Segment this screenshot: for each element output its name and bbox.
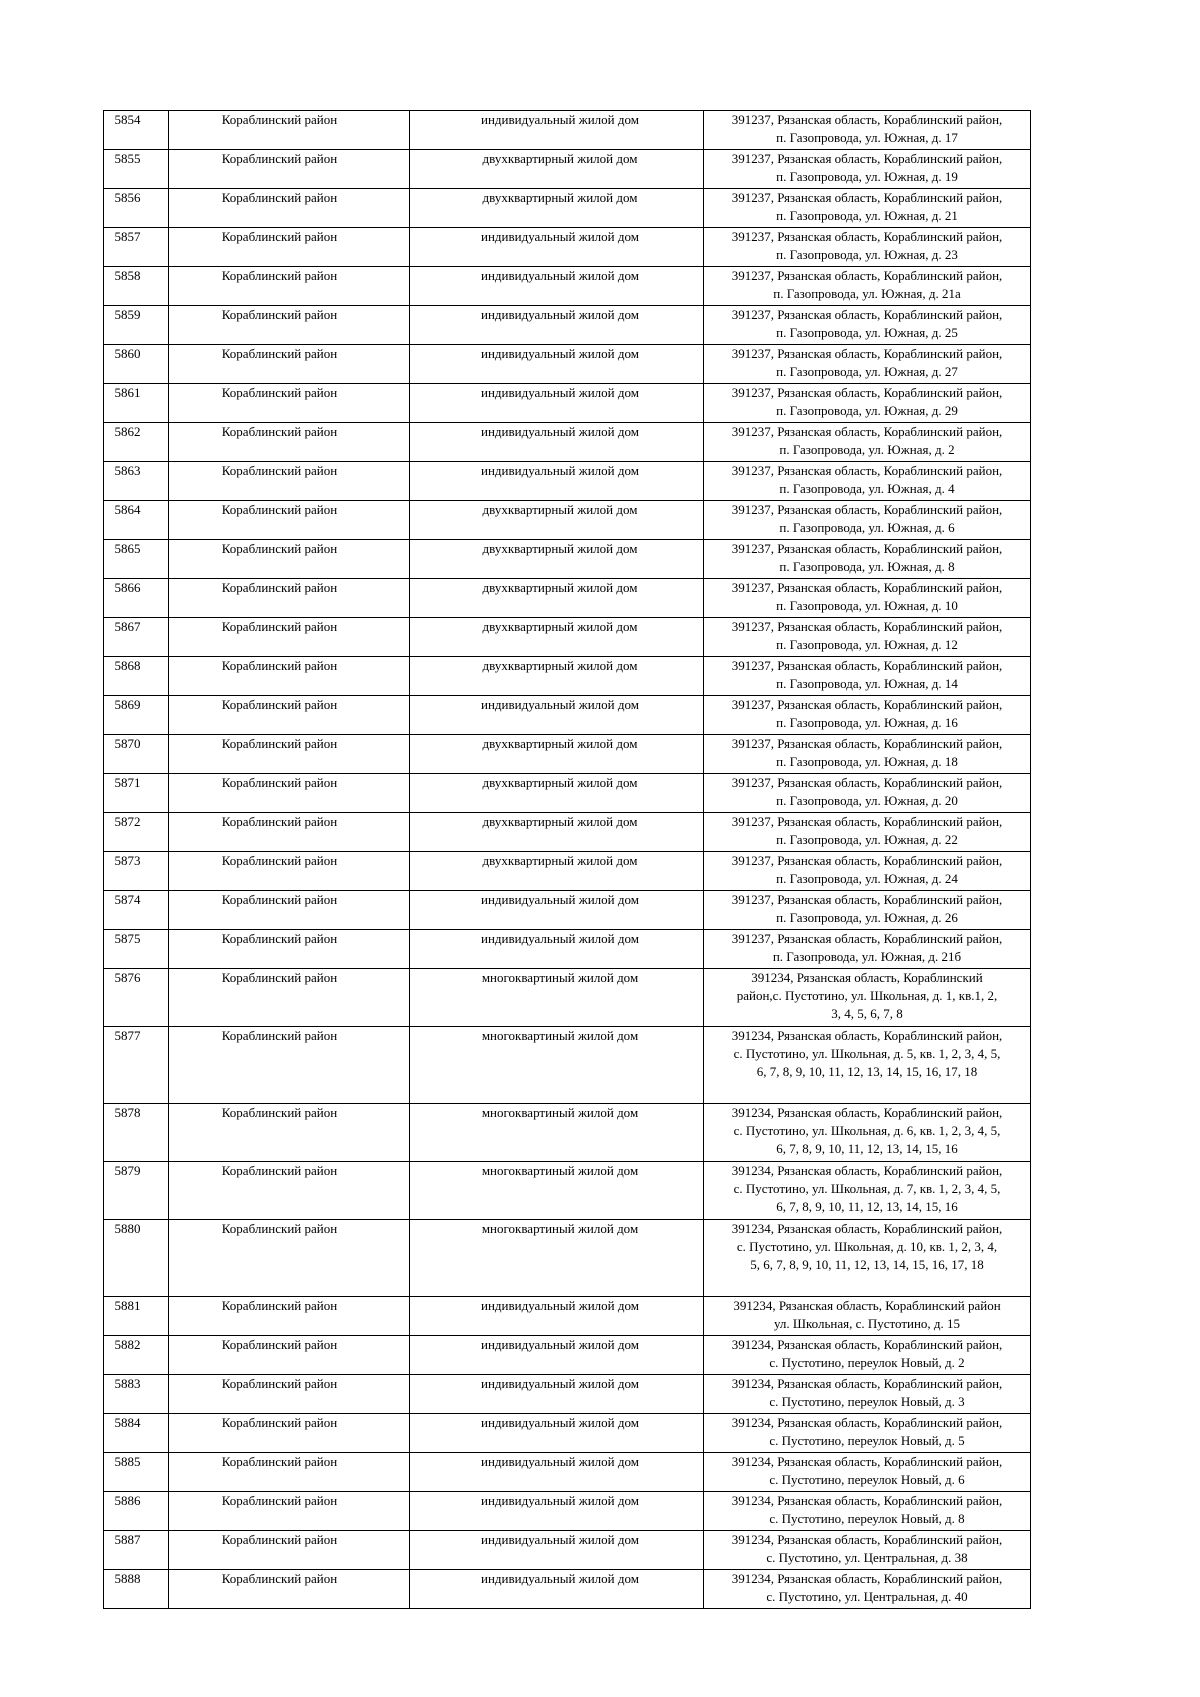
building-type-cell: индивидуальный жилой дом [410, 1297, 704, 1336]
district-cell: Кораблинский район [169, 540, 410, 579]
address-cell [704, 1336, 1031, 1375]
building-type-cell: индивидуальный жилой дом [410, 345, 704, 384]
address-line: п. Газопровода, ул. Южная, д. 25 [776, 325, 958, 340]
address-line: с. Пустотино, переулок Новый, д. 2 [769, 1355, 965, 1370]
table-row [104, 1220, 1031, 1297]
address-cell [704, 1492, 1031, 1531]
row-number-cell: 5866 [104, 579, 169, 618]
address-line: 391237, Рязанская область, Кораблинский район, [731, 151, 1003, 166]
address-line: с. Пустотино, ул. Школьная, д. 10, кв. 1, 2, 3, 4, [736, 1239, 998, 1254]
address-line: п. Газопровода, ул. Южная, д. 12 [776, 637, 958, 652]
building-type-cell: индивидуальный жилой дом [410, 1375, 704, 1414]
address-line: 391237, Рязанская область, Кораблинский район, [731, 580, 1003, 595]
address-line: 391237, Рязанская область, Кораблинский район, [731, 775, 1003, 790]
building-type-cell: двухквартирный жилой дом [410, 150, 704, 189]
building-type-cell: индивидуальный жилой дом [410, 1414, 704, 1453]
address-line: 391234, Рязанская область, Кораблинский район, [731, 1028, 1003, 1043]
address-line: п. Газопровода, ул. Южная, д. 4 [779, 481, 955, 496]
address-cell [704, 384, 1031, 423]
table-row [104, 501, 1031, 540]
district-cell: Кораблинский район [169, 1375, 410, 1414]
building-type-cell: многоквартиный жилой дом [410, 1027, 704, 1104]
address-line: 391237, Рязанская область, Кораблинский район, [731, 190, 1003, 205]
table-row [104, 1414, 1031, 1453]
table-row [104, 345, 1031, 384]
building-type-cell: индивидуальный жилой дом [410, 1453, 704, 1492]
address-cell [704, 189, 1031, 228]
address-line: 391234, Рязанская область, Кораблинский район, [731, 1571, 1003, 1586]
row-number-cell: 5868 [104, 657, 169, 696]
row-number-cell: 5869 [104, 696, 169, 735]
table-row [104, 267, 1031, 306]
row-number-cell: 5861 [104, 384, 169, 423]
district-cell: Кораблинский район [169, 462, 410, 501]
district-cell: Кораблинский район [169, 852, 410, 891]
building-type-cell: индивидуальный жилой дом [410, 462, 704, 501]
address-line: район,с. Пустотино, ул. Школьная, д. 1, кв.1, 2, [736, 988, 998, 1003]
address-line: 391234, Рязанская область, Кораблинский район, [731, 1415, 1003, 1430]
address-line: п. Газопровода, ул. Южная, д. 2 [779, 442, 955, 457]
building-type-cell: двухквартирный жилой дом [410, 540, 704, 579]
district-cell: Кораблинский район [169, 1570, 410, 1609]
address-line: 391237, Рязанская область, Кораблинский район, [731, 307, 1003, 322]
address-line: п. Газопровода, ул. Южная, д. 27 [776, 364, 958, 379]
table-row [104, 696, 1031, 735]
address-line: 5, 6, 7, 8, 9, 10, 11, 12, 13, 14, 15, 16, 17, 18 [750, 1257, 984, 1272]
district-cell: Кораблинский район [169, 618, 410, 657]
address-line: 391237, Рязанская область, Кораблинский район, [731, 229, 1003, 244]
table-row [104, 228, 1031, 267]
table-row [104, 657, 1031, 696]
address-cell [704, 657, 1031, 696]
address-cell [704, 1297, 1031, 1336]
address-cell [704, 930, 1031, 969]
address-line: с. Пустотино, ул. Школьная, д. 6, кв. 1, 2, 3, 4, 5, [733, 1123, 1001, 1138]
building-type-cell: двухквартирный жилой дом [410, 618, 704, 657]
address-line: п. Газопровода, ул. Южная, д. 10 [776, 598, 958, 613]
address-cell [704, 852, 1031, 891]
address-cell [704, 735, 1031, 774]
address-line: 391234, Рязанская область, Кораблинский район, [731, 1105, 1003, 1120]
address-line: п. Газопровода, ул. Южная, д. 19 [776, 169, 958, 184]
district-cell: Кораблинский район [169, 150, 410, 189]
row-number-cell: 5860 [104, 345, 169, 384]
address-line: 6, 7, 8, 9, 10, 11, 12, 13, 14, 15, 16 [776, 1141, 958, 1156]
address-line: п. Газопровода, ул. Южная, д. 18 [776, 754, 958, 769]
building-type-cell: индивидуальный жилой дом [410, 1570, 704, 1609]
row-number-cell: 5880 [104, 1220, 169, 1297]
property-table [103, 110, 1031, 1609]
table-row [104, 1162, 1031, 1220]
address-cell [704, 696, 1031, 735]
address-line: 391237, Рязанская область, Кораблинский район, [731, 892, 1003, 907]
district-cell: Кораблинский район [169, 1297, 410, 1336]
row-number-cell: 5874 [104, 891, 169, 930]
row-number-cell: 5857 [104, 228, 169, 267]
address-line: 391237, Рязанская область, Кораблинский район, [731, 697, 1003, 712]
address-cell [704, 1414, 1031, 1453]
district-cell: Кораблинский район [169, 1162, 410, 1220]
address-line: 391237, Рязанская область, Кораблинский район, [731, 268, 1003, 283]
address-cell [704, 306, 1031, 345]
building-type-cell: многоквартиный жилой дом [410, 1104, 704, 1162]
address-cell [704, 1453, 1031, 1492]
district-cell: Кораблинский район [169, 1414, 410, 1453]
building-type-cell: двухквартирный жилой дом [410, 813, 704, 852]
row-number-cell: 5854 [104, 111, 169, 150]
row-number-cell: 5882 [104, 1336, 169, 1375]
table-row [104, 813, 1031, 852]
table-row [104, 735, 1031, 774]
row-number-cell: 5883 [104, 1375, 169, 1414]
building-type-cell: индивидуальный жилой дом [410, 423, 704, 462]
address-line: п. Газопровода, ул. Южная, д. 21а [773, 286, 961, 301]
district-cell: Кораблинский район [169, 1027, 410, 1104]
row-number-cell: 5887 [104, 1531, 169, 1570]
row-number-cell: 5856 [104, 189, 169, 228]
row-number-cell: 5873 [104, 852, 169, 891]
building-type-cell: двухквартирный жилой дом [410, 657, 704, 696]
address-cell [704, 462, 1031, 501]
row-number-cell: 5875 [104, 930, 169, 969]
row-number-cell: 5884 [104, 1414, 169, 1453]
row-number-cell: 5878 [104, 1104, 169, 1162]
address-line: 391234, Рязанская область, Кораблинский район, [731, 1532, 1003, 1547]
address-line: 391237, Рязанская область, Кораблинский район, [731, 814, 1003, 829]
building-type-cell: индивидуальный жилой дом [410, 1336, 704, 1375]
address-line: 391237, Рязанская область, Кораблинский район, [731, 346, 1003, 361]
address-line: п. Газопровода, ул. Южная, д. 20 [776, 793, 958, 808]
address-line: с. Пустотино, ул. Школьная, д. 5, кв. 1, 2, 3, 4, 5, [733, 1046, 1001, 1061]
table-row [104, 1453, 1031, 1492]
table-row [104, 618, 1031, 657]
district-cell: Кораблинский район [169, 813, 410, 852]
address-line: п. Газопровода, ул. Южная, д. 6 [779, 520, 955, 535]
address-line: с. Пустотино, переулок Новый, д. 5 [769, 1433, 965, 1448]
address-cell [704, 1104, 1031, 1162]
table-row [104, 540, 1031, 579]
table-row [104, 852, 1031, 891]
address-line: 391237, Рязанская область, Кораблинский район, [731, 463, 1003, 478]
address-line: 391237, Рязанская область, Кораблинский район, [731, 853, 1003, 868]
district-cell: Кораблинский район [169, 1336, 410, 1375]
table-row [104, 423, 1031, 462]
building-type-cell: двухквартирный жилой дом [410, 579, 704, 618]
table-row [104, 891, 1031, 930]
address-line: 391237, Рязанская область, Кораблинский район, [731, 931, 1003, 946]
row-number-cell: 5870 [104, 735, 169, 774]
building-type-cell: двухквартирный жилой дом [410, 852, 704, 891]
row-number-cell: 5863 [104, 462, 169, 501]
address-line: 6, 7, 8, 9, 10, 11, 12, 13, 14, 15, 16 [776, 1199, 958, 1214]
table-row [104, 930, 1031, 969]
row-number-cell: 5865 [104, 540, 169, 579]
address-line: п. Газопровода, ул. Южная, д. 16 [776, 715, 958, 730]
address-line: с. Пустотино, переулок Новый, д. 8 [769, 1511, 965, 1526]
district-cell: Кораблинский район [169, 696, 410, 735]
address-cell [704, 891, 1031, 930]
address-line: 391237, Рязанская область, Кораблинский район, [731, 658, 1003, 673]
row-number-cell: 5885 [104, 1453, 169, 1492]
row-number-cell: 5881 [104, 1297, 169, 1336]
address-line: 391234, Рязанская область, Кораблинский [751, 970, 983, 985]
row-number-cell: 5867 [104, 618, 169, 657]
address-line: 391234, Рязанская область, Кораблинский район [733, 1298, 1001, 1313]
address-cell [704, 774, 1031, 813]
address-line: 391234, Рязанская область, Кораблинский район, [731, 1221, 1003, 1236]
address-cell [704, 1531, 1031, 1570]
address-line: п. Газопровода, ул. Южная, д. 21б [772, 949, 962, 964]
row-number-cell: 5855 [104, 150, 169, 189]
building-type-cell: индивидуальный жилой дом [410, 267, 704, 306]
table-row [104, 189, 1031, 228]
address-line: п. Газопровода, ул. Южная, д. 22 [776, 832, 958, 847]
address-line: п. Газопровода, ул. Южная, д. 29 [776, 403, 958, 418]
district-cell: Кораблинский район [169, 1220, 410, 1297]
table-row [104, 1531, 1031, 1570]
building-type-cell: двухквартирный жилой дом [410, 735, 704, 774]
district-cell: Кораблинский район [169, 111, 410, 150]
address-line: п. Газопровода, ул. Южная, д. 24 [776, 871, 958, 886]
district-cell: Кораблинский район [169, 1104, 410, 1162]
building-type-cell: индивидуальный жилой дом [410, 1492, 704, 1531]
row-number-cell: 5886 [104, 1492, 169, 1531]
address-line: 391234, Рязанская область, Кораблинский район, [731, 1454, 1003, 1469]
address-line: 391234, Рязанская область, Кораблинский район, [731, 1376, 1003, 1391]
building-type-cell: индивидуальный жилой дом [410, 891, 704, 930]
row-number-cell: 5859 [104, 306, 169, 345]
district-cell: Кораблинский район [169, 969, 410, 1027]
table-row [104, 150, 1031, 189]
district-cell: Кораблинский район [169, 735, 410, 774]
district-cell: Кораблинский район [169, 384, 410, 423]
table-row [104, 384, 1031, 423]
district-cell: Кораблинский район [169, 501, 410, 540]
district-cell: Кораблинский район [169, 657, 410, 696]
building-type-cell: индивидуальный жилой дом [410, 306, 704, 345]
address-line: 6, 7, 8, 9, 10, 11, 12, 13, 14, 15, 16, 17, 18 [756, 1064, 978, 1079]
district-cell: Кораблинский район [169, 345, 410, 384]
building-type-cell: многоквартиный жилой дом [410, 1220, 704, 1297]
district-cell: Кораблинский район [169, 189, 410, 228]
address-cell [704, 423, 1031, 462]
address-line: 391237, Рязанская область, Кораблинский район, [731, 541, 1003, 556]
district-cell: Кораблинский район [169, 423, 410, 462]
row-number-cell: 5864 [104, 501, 169, 540]
table-row [104, 1336, 1031, 1375]
address-cell [704, 150, 1031, 189]
address-line: с. Пустотино, ул. Центральная, д. 38 [766, 1550, 968, 1565]
table-row [104, 462, 1031, 501]
building-type-cell: индивидуальный жилой дом [410, 384, 704, 423]
address-line: с. Пустотино, ул. Центральная, д. 40 [766, 1589, 968, 1604]
table-row [104, 969, 1031, 1027]
address-line: п. Газопровода, ул. Южная, д. 8 [779, 559, 955, 574]
address-cell [704, 1570, 1031, 1609]
address-cell [704, 1027, 1031, 1104]
table-row [104, 1570, 1031, 1609]
address-cell [704, 618, 1031, 657]
row-number-cell: 5871 [104, 774, 169, 813]
address-line: 391237, Рязанская область, Кораблинский район, [731, 502, 1003, 517]
address-line: п. Газопровода, ул. Южная, д. 14 [776, 676, 958, 691]
district-cell: Кораблинский район [169, 774, 410, 813]
address-line: п. Газопровода, ул. Южная, д. 17 [776, 130, 958, 145]
table-row [104, 1492, 1031, 1531]
address-line: 391237, Рязанская область, Кораблинский район, [731, 619, 1003, 634]
building-type-cell: многоквартиный жилой дом [410, 1162, 704, 1220]
table-row [104, 579, 1031, 618]
address-cell [704, 579, 1031, 618]
table-row [104, 1027, 1031, 1104]
address-line: ул. Школьная, с. Пустотино, д. 15 [773, 1316, 961, 1331]
row-number-cell: 5879 [104, 1162, 169, 1220]
row-number-cell: 5877 [104, 1027, 169, 1104]
district-cell: Кораблинский район [169, 930, 410, 969]
building-type-cell: индивидуальный жилой дом [410, 930, 704, 969]
building-type-cell: двухквартирный жилой дом [410, 774, 704, 813]
address-line: п. Газопровода, ул. Южная, д. 21 [776, 208, 958, 223]
district-cell: Кораблинский район [169, 579, 410, 618]
address-cell [704, 1220, 1031, 1297]
building-type-cell: многоквартиный жилой дом [410, 969, 704, 1027]
row-number-cell: 5888 [104, 1570, 169, 1609]
building-type-cell: индивидуальный жилой дом [410, 1531, 704, 1570]
address-line: с. Пустотино, переулок Новый, д. 6 [769, 1472, 965, 1487]
address-cell [704, 969, 1031, 1027]
address-cell [704, 813, 1031, 852]
address-cell [704, 111, 1031, 150]
row-number-cell: 5876 [104, 969, 169, 1027]
address-cell [704, 228, 1031, 267]
district-cell: Кораблинский район [169, 306, 410, 345]
address-line: 391234, Рязанская область, Кораблинский район, [731, 1337, 1003, 1352]
address-line: с. Пустотино, ул. Школьная, д. 7, кв. 1, 2, 3, 4, 5, [733, 1181, 1001, 1196]
address-cell [704, 540, 1031, 579]
address-cell [704, 1375, 1031, 1414]
address-cell [704, 501, 1031, 540]
district-cell: Кораблинский район [169, 267, 410, 306]
district-cell: Кораблинский район [169, 1453, 410, 1492]
address-line: 391237, Рязанская область, Кораблинский район, [731, 385, 1003, 400]
table-row [104, 1375, 1031, 1414]
row-number-cell: 5872 [104, 813, 169, 852]
address-line: 391237, Рязанская область, Кораблинский район, [731, 112, 1003, 127]
district-cell: Кораблинский район [169, 891, 410, 930]
address-line: с. Пустотино, переулок Новый, д. 3 [769, 1394, 965, 1409]
address-line: 391234, Рязанская область, Кораблинский район, [731, 1163, 1003, 1178]
row-number-cell: 5862 [104, 423, 169, 462]
table-row [104, 1297, 1031, 1336]
district-cell: Кораблинский район [169, 1531, 410, 1570]
address-line: п. Газопровода, ул. Южная, д. 23 [776, 247, 958, 262]
address-cell [704, 345, 1031, 384]
building-type-cell: индивидуальный жилой дом [410, 111, 704, 150]
table-body [104, 111, 1031, 1609]
district-cell: Кораблинский район [169, 228, 410, 267]
table-row [104, 111, 1031, 150]
building-type-cell: двухквартирный жилой дом [410, 189, 704, 228]
table-row [104, 774, 1031, 813]
table-row [104, 306, 1031, 345]
address-cell [704, 1162, 1031, 1220]
address-cell [704, 267, 1031, 306]
address-line: 3, 4, 5, 6, 7, 8 [831, 1006, 903, 1021]
address-line: п. Газопровода, ул. Южная, д. 26 [776, 910, 958, 925]
district-cell: Кораблинский район [169, 1492, 410, 1531]
address-line: 391237, Рязанская область, Кораблинский район, [731, 424, 1003, 439]
row-number-cell: 5858 [104, 267, 169, 306]
address-line: 391234, Рязанская область, Кораблинский район, [731, 1493, 1003, 1508]
table-row [104, 1104, 1031, 1162]
building-type-cell: двухквартирный жилой дом [410, 501, 704, 540]
address-line: 391237, Рязанская область, Кораблинский район, [731, 736, 1003, 751]
building-type-cell: индивидуальный жилой дом [410, 696, 704, 735]
building-type-cell: индивидуальный жилой дом [410, 228, 704, 267]
